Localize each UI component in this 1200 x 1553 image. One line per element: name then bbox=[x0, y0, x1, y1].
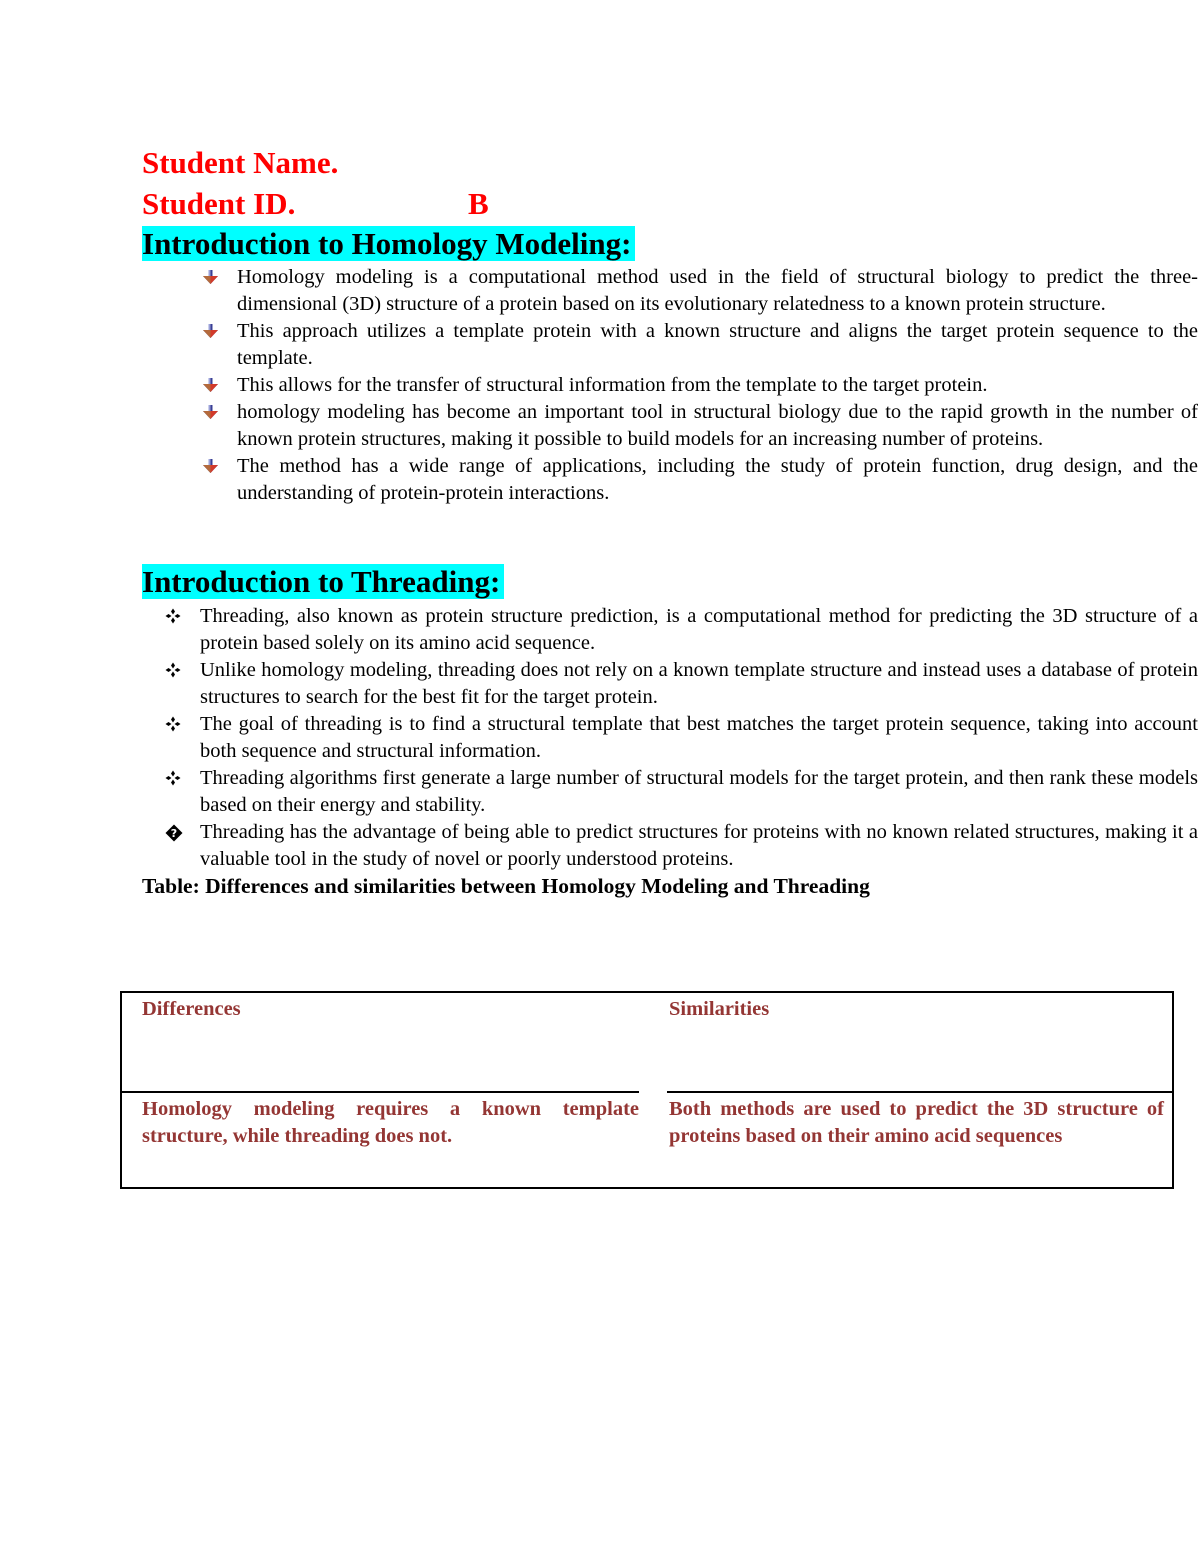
four-diamond-icon bbox=[165, 657, 187, 684]
table-row-divider bbox=[120, 1091, 1174, 1093]
list-item: ? Threading has the advantage of being able to predict structures for proteins with no known related structures, making it a valuable tool in the study of novel or poorly understood proteins. bbox=[163, 819, 1198, 873]
table-header-differences: Differences bbox=[142, 998, 241, 1020]
list-item: The goal of threading is to find a structural template that best matches the target protein sequence, taking into account both sequence and structural information. bbox=[163, 711, 1198, 765]
arrow-down-icon bbox=[202, 318, 224, 345]
table-cell-similarity: Both methods are used to predict the 3D structure of proteins based on their amino acid sequences bbox=[669, 1098, 1164, 1147]
arrow-down-icon bbox=[202, 372, 224, 399]
svg-text:?: ? bbox=[170, 827, 178, 840]
table-caption: Table: Differences and similarities between Homology Modeling and Threading bbox=[142, 874, 870, 898]
arrow-down-icon bbox=[202, 264, 224, 291]
four-diamond-icon bbox=[165, 603, 187, 630]
homology-heading-text: Introduction to Homology Modeling: bbox=[142, 226, 635, 261]
list-item: This allows for the transfer of structural information from the template to the target protein. bbox=[200, 372, 1198, 399]
unknown-glyph-diamond-icon bbox=[165, 819, 187, 846]
four-diamond-icon bbox=[165, 765, 187, 792]
student-id-line bbox=[142, 186, 489, 221]
student-id-label: Student ID. bbox=[142, 186, 296, 221]
arrow-down-icon bbox=[202, 453, 224, 480]
comparison-table bbox=[120, 991, 1174, 1189]
list-item: Unlike homology modeling, threading does not rely on a known template structure and instead uses a database of protein structures to search for the best fit for the target protein. bbox=[163, 657, 1198, 711]
list-item: Threading, also known as protein structure prediction, is a computational method for predicting the 3D structure of a protein based solely on its amino acid sequence. bbox=[163, 603, 1198, 657]
list-item: homology modeling has become an important tool in structural biology due to the rapid growth in the number of known protein structures, making it possible to build models for an increasing number of proteins. bbox=[200, 399, 1198, 453]
threading-bullet-list bbox=[163, 603, 1198, 873]
four-diamond-icon bbox=[165, 711, 187, 738]
list-item: This approach utilizes a template protein with a known structure and aligns the target protein sequence to the template. bbox=[200, 318, 1198, 372]
list-item: Homology modeling is a computational method used in the field of structural biology to predict the three-dimensional (3D) structure of a protein based on its evolutionary relatedness to a known protein structure. bbox=[200, 264, 1198, 318]
list-item: The method has a wide range of applications, including the study of protein function, drug design, and the understanding of protein-protein interactions. bbox=[200, 453, 1198, 507]
table-header-similarities: Similarities bbox=[669, 998, 770, 1020]
threading-heading bbox=[142, 564, 504, 599]
table-cell-difference: Homology modeling requires a known template structure, while threading does not. bbox=[142, 1098, 639, 1147]
threading-heading-text: Introduction to Threading: bbox=[142, 564, 504, 599]
student-id-value: B bbox=[468, 186, 489, 221]
homology-heading bbox=[142, 226, 635, 261]
homology-bullet-list bbox=[200, 264, 1198, 507]
arrow-down-icon bbox=[202, 399, 224, 426]
student-name-label: Student Name. bbox=[142, 145, 339, 180]
list-item: Threading algorithms first generate a large number of structural models for the target protein, and then rank these models based on their energy and stability. bbox=[163, 765, 1198, 819]
